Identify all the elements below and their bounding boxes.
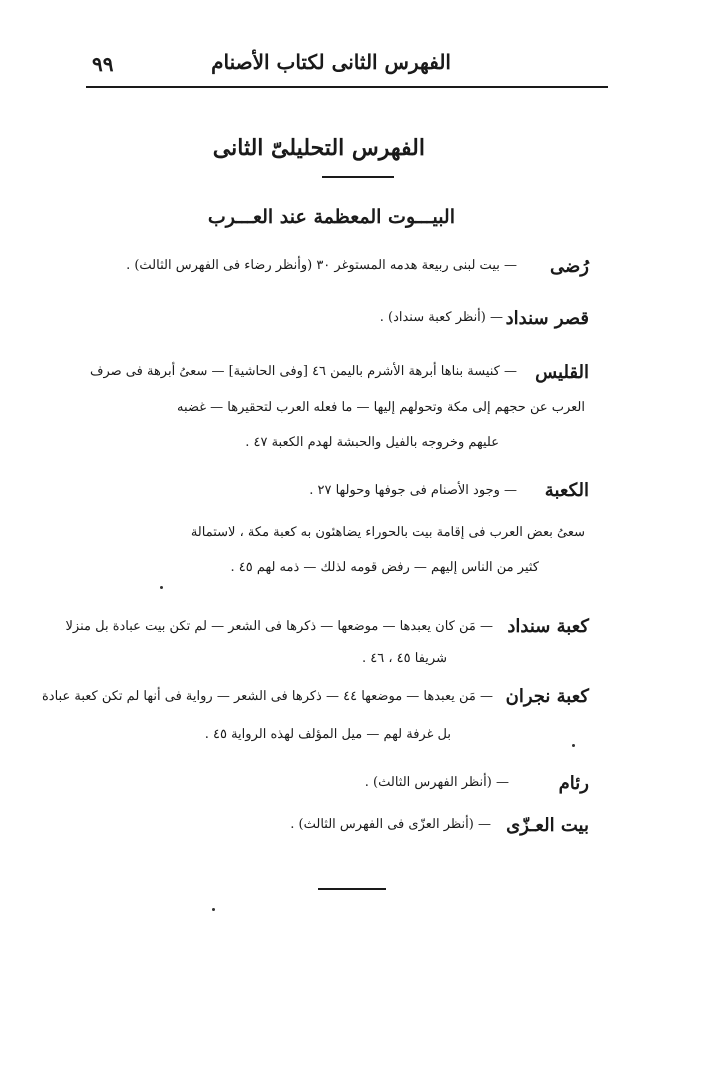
entry-line: سعىُ بعض العرب فى إقامة بيت بالحوراء يضاهئون به كعبة مكة ، لاستمالة [190, 525, 585, 540]
entry-term: كعبة سنداد [507, 616, 589, 637]
entry-line: عليهم وخروجه بالفيل والحبشة لهدم الكعبة ٤٧ . [245, 435, 499, 450]
entry-term: قصر سنداد [505, 308, 589, 329]
entry-line: — بيت لبنى ربيعة هدمه المستوغر ٣٠ (وأنظر رضاء فى الفهرس الثالث) . [126, 258, 517, 273]
entry-term: بيت العـزّى [506, 815, 589, 836]
entry-term: رئام [558, 773, 589, 794]
main-title: الفهرس التحليلىّ الثانى [212, 135, 425, 161]
entry-line: — وجود الأصنام فى جوفها وحولها ٢٧ . [309, 483, 517, 498]
entry-line: — (أنظر الفهرس الثالث) . [364, 775, 509, 790]
entry-term: رُضى [550, 256, 589, 277]
entry-line: العرب عن حجهم إلى مكة وتحولهم إليها — ما فعله العرب لتحقيرها — غضبه [177, 400, 585, 415]
print-speck [212, 908, 215, 911]
entry-term: القليس [535, 362, 589, 383]
entry-line: — مَن يعبدها — موضعها ٤٤ — ذكرها فى الشعر — رواية فى أنها لم تكن كعبة عبادة [42, 689, 493, 704]
entry-line: — (أنظر كعبة سنداد) . [379, 310, 503, 325]
entry-line: كثير من الناس إليهم — رفض قومه لذلك — ذمه لهم ٤٥ . [230, 560, 539, 575]
section-title: البيـــوت المعظمة عند العـــرب [207, 206, 455, 228]
entry-line: بل غرفة لهم — ميل المؤلف لهذه الرواية ٤٥ . [204, 727, 451, 742]
entry-line: شريفا ٤٥ ، ٤٦ . [361, 651, 447, 666]
entry-term: كعبة نجران [505, 686, 589, 707]
running-header-title: الفهرس الثانى لكتاب الأصنام [211, 50, 451, 74]
entry-line: — (أنظر العزّى فى الفهرس الثالث) . [290, 817, 491, 832]
entry-line: — كنيسة بناها أبرهة الأشرم باليمن ٤٦ [وفى الحاشية] — سعىُ أبرهة فى صرف [89, 364, 517, 379]
title-rule [322, 176, 394, 178]
entry-line: — مَن كان يعبدها — موضعها — ذكرها فى الشعر — لم تكن بيت عبادة بل منزلا [65, 619, 493, 634]
header-rule [86, 86, 608, 88]
print-speck [160, 586, 163, 589]
entry-term: الكعبة [544, 480, 589, 501]
page-number: ٩٩ [92, 52, 114, 76]
end-rule [318, 888, 386, 890]
print-speck [572, 744, 575, 747]
